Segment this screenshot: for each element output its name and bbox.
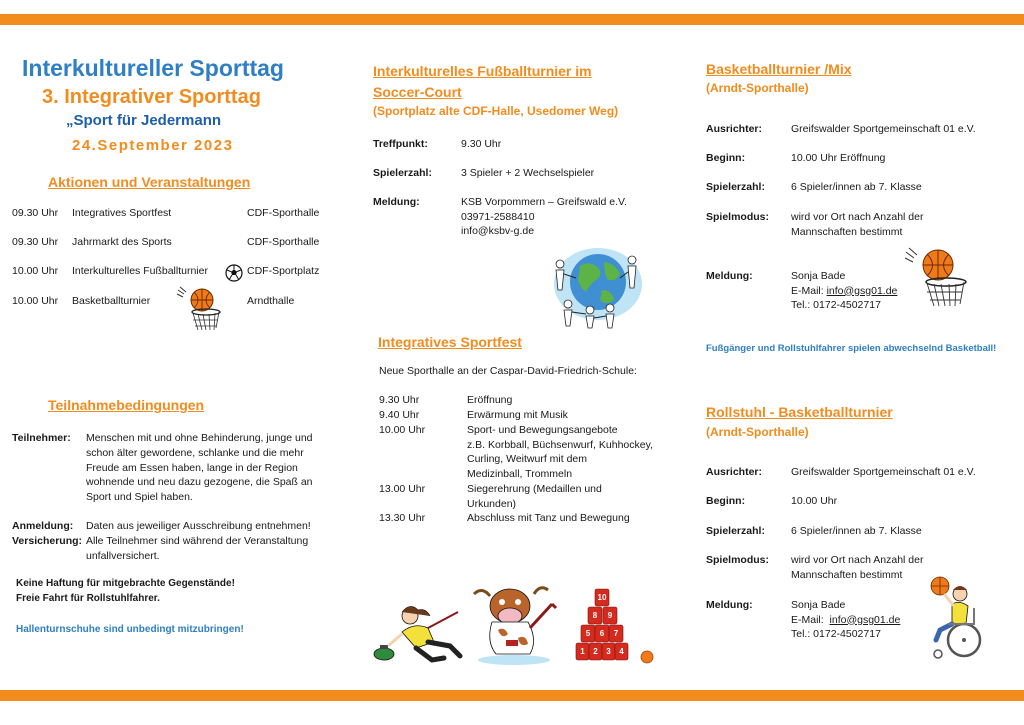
basketball-meldung-value [791, 269, 897, 313]
basketball-location: (Arndt-Sporthalle) [706, 81, 809, 95]
contact-phone: Tel.: 0172-4502717 [791, 299, 881, 311]
rollstuhl-beginn-label: Beginn: [706, 495, 746, 507]
basketball-meldung-label: Meldung: [706, 270, 753, 282]
fussball-meldung-value [461, 195, 627, 239]
rollstuhl-spielmodus-value [791, 553, 923, 582]
aktion-event: Jahrmarkt des Sports [72, 236, 172, 248]
schedule-time: 13.30 Uhr [379, 512, 426, 524]
aktion-place: Arndthalle [247, 295, 295, 307]
bottom-orange-bar [0, 690, 1024, 701]
schedule-line: Siegerehrung (Medaillen und [467, 483, 602, 495]
can-label: 10 [597, 593, 607, 602]
meldung-line: info@ksbv-g.de [461, 225, 535, 237]
fussball-spielerzahl-label: Spielerzahl: [373, 167, 432, 179]
schedule-item: Eröffnung [467, 394, 513, 406]
meldung-line: 03971-2588410 [461, 210, 535, 223]
aktion-event: Basketballturnier [72, 295, 151, 307]
rollstuhl-beginn-value: 10.00 Uhr [791, 495, 838, 507]
aktion-place: CDF-Sporthalle [247, 207, 320, 219]
aktion-place: CDF-Sportplatz [247, 265, 320, 277]
wheelchair-player-illustration [926, 574, 988, 660]
schedule-item [467, 423, 653, 481]
aktion-time: 09.30 Uhr [12, 236, 59, 248]
spielmodus-line: Mannschaften bestimmt [791, 225, 903, 238]
fussball-location: (Sportplatz alte CDF-Halle, Usedomer Weg) [373, 104, 619, 118]
spielmodus-line: Mannschaften bestimmt [791, 568, 903, 581]
rollstuhl-location: (Arndt-Sporthalle) [706, 425, 809, 439]
email-link[interactable]: info@gsg01.de [826, 284, 898, 297]
schedule-item [467, 482, 602, 511]
teilnehmer-text [86, 431, 313, 505]
can-label: 2 [593, 647, 598, 656]
teilnehmer-line: wohnende und neu dazu gezogene, die Spaß an [86, 476, 313, 489]
page-title: Interkultureller Sporttag [22, 55, 284, 81]
email-label: E-Mail: [791, 613, 824, 626]
schedule-item: Abschluss mit Tanz und Bewegung [467, 512, 630, 524]
email-label: E-Mail: [791, 284, 824, 297]
schedule-time: 9.40 Uhr [379, 409, 420, 421]
schedule-line: Sport- und Bewegungsangebote [467, 424, 618, 436]
top-orange-bar [0, 14, 1024, 25]
spielmodus-line: wird vor Ort nach Anzahl der [791, 554, 924, 566]
curling-player-illustration [372, 598, 467, 664]
page-subtitle: 3. Integrativer Sporttag [42, 86, 261, 108]
versicherung-line: unfallversichert. [86, 549, 160, 562]
motto: „Sport für Jedermann [66, 112, 222, 129]
contact-name: Sonja Bade [791, 599, 846, 611]
can-label: 6 [599, 629, 605, 638]
schedule-time: 13.00 Uhr [379, 483, 426, 495]
basketball-spielerzahl-value: 6 Spieler/innen ab 7. Klasse [791, 181, 922, 193]
contact-name: Sonja Bade [791, 270, 846, 282]
haftung-note: Keine Haftung für mitgebrachte Gegenstände! [16, 578, 235, 589]
basketball-spielmodus-value [791, 210, 923, 239]
rollstuhl-meldung-value [791, 598, 900, 642]
versicherung-text [86, 534, 308, 563]
basketball-ausrichter-value: Greifswalder Sportgemeinschaft 01 e.V. [791, 123, 976, 135]
contact-email-row [791, 613, 900, 628]
basketball-mix-note: Fußgänger und Rollstuhlfahrer spielen abwechselnd Basketball! [706, 343, 997, 354]
rollstuhl-spielerzahl-label: Spielerzahl: [706, 525, 765, 537]
ball-icon [640, 650, 654, 664]
schedule-line: Urkunden) [467, 497, 517, 510]
rollstuhl-fahrt-note: Freie Fahrt für Rollstuhlfahrer. [16, 593, 160, 604]
can-pyramid-illustration [576, 585, 628, 665]
rollstuhl-ausrichter-value: Greifswalder Sportgemeinschaft 01 e.V. [791, 466, 976, 478]
basketball-spielmodus-label: Spielmodus: [706, 211, 770, 223]
can-label: 8 [592, 611, 598, 620]
spielmodus-line: wird vor Ort nach Anzahl der [791, 211, 924, 223]
globe-people-illustration [546, 240, 646, 328]
basketball-hoop-icon [176, 286, 228, 332]
schedule-time: 10.00 Uhr [379, 424, 426, 436]
treffpunkt-label: Treffpunkt: [373, 138, 428, 150]
can-label: 5 [585, 629, 591, 638]
rollstuhl-heading: Rollstuhl - Basketballturnier [706, 404, 893, 420]
basketball-beginn-value: 10.00 Uhr Eröffnung [791, 152, 886, 164]
can-label: 4 [619, 647, 624, 656]
fussball-heading-line2: Soccer-Court [373, 84, 462, 100]
contact-phone: Tel.: 0172-4502717 [791, 628, 881, 640]
versicherung-line: Alle Teilnehmer sind während der Veranstaltung [86, 535, 309, 547]
fussball-spielerzahl-value: 3 Spieler + 2 Wechselspieler [461, 167, 595, 179]
can-label: 3 [606, 647, 611, 656]
fussball-meldung-label: Meldung: [373, 196, 420, 208]
sportfest-location: Neue Sporthalle an der Caspar-David-Friedrich-Schule: [379, 365, 637, 377]
schedule-line: z.B. Korbball, Büchsenwurf, Kuhhockey, [467, 438, 653, 451]
aktion-event: Integratives Sportfest [72, 207, 172, 219]
rollstuhl-meldung-label: Meldung: [706, 599, 753, 611]
soccer-ball-icon [225, 264, 243, 282]
anmeldung-text: Daten aus jeweiliger Ausschreibung entnehmen! [86, 520, 311, 532]
schedule-line: Medizinball, Trommeln [467, 467, 573, 480]
sportfest-heading: Integratives Sportfest [378, 334, 522, 350]
treffpunkt-value: 9.30 Uhr [461, 138, 502, 150]
aktion-place: CDF-Sporthalle [247, 236, 320, 248]
schedule-line: Curling, Weitwurf mit dem [467, 453, 588, 465]
can-label: 7 [613, 629, 619, 638]
teilnehmer-line: schon älter gewordene, schlanke und die mehr [86, 446, 304, 459]
meldung-line: KSB Vorpommern – Greifswald e.V. [461, 196, 627, 208]
rollstuhl-ausrichter-label: Ausrichter: [706, 466, 763, 478]
teilnahme-heading: Teilnahmebedingungen [48, 397, 205, 413]
aktion-time: 10.00 Uhr [12, 265, 59, 277]
schedule-time: 9.30 Uhr [379, 394, 420, 406]
basketball-spielerzahl-label: Spielerzahl: [706, 181, 765, 193]
rollstuhl-spielmodus-label: Spielmodus: [706, 554, 770, 566]
anmeldung-label: Anmeldung: [12, 520, 74, 532]
contact-email-row [791, 284, 897, 299]
schedule-item: Erwärmung mit Musik [467, 409, 568, 421]
versicherung-label: Versicherung: [12, 535, 83, 547]
hallenschuhe-note: Hallenturnschuhe sind unbedingt mitzubringen! [16, 624, 244, 635]
rollstuhl-spielerzahl-value: 6 Spieler/innen ab 7. Klasse [791, 525, 922, 537]
cow-hockey-illustration [468, 580, 558, 668]
teilnehmer-line: Sport und Spiel haben. [86, 491, 193, 504]
can-label: 9 [607, 611, 613, 620]
aktion-time: 10.00 Uhr [12, 295, 59, 307]
basketball-ausrichter-label: Ausrichter: [706, 123, 763, 135]
aktionen-heading: Aktionen und Veranstaltungen [48, 174, 251, 190]
teilnehmer-line: Menschen mit und ohne Behinderung, junge und [86, 432, 313, 444]
can-label: 1 [580, 647, 585, 656]
teilnehmer-line: Freude am Essen haben, lange in der Region [86, 461, 298, 474]
email-link[interactable]: info@gsg01.de [829, 613, 901, 626]
aktion-time: 09.30 Uhr [12, 207, 59, 219]
basketball-beginn-label: Beginn: [706, 152, 746, 164]
basketball-hoop-icon [904, 246, 972, 308]
teilnehmer-label: Teilnehmer: [12, 432, 71, 444]
event-date: 24.September 2023 [72, 137, 234, 154]
fussball-heading-line1: Interkulturelles Fußballturnier im [373, 63, 592, 79]
aktion-event: Interkulturelles Fußballturnier [72, 265, 208, 277]
basketball-heading: Basketballturnier /Mix [706, 61, 852, 77]
